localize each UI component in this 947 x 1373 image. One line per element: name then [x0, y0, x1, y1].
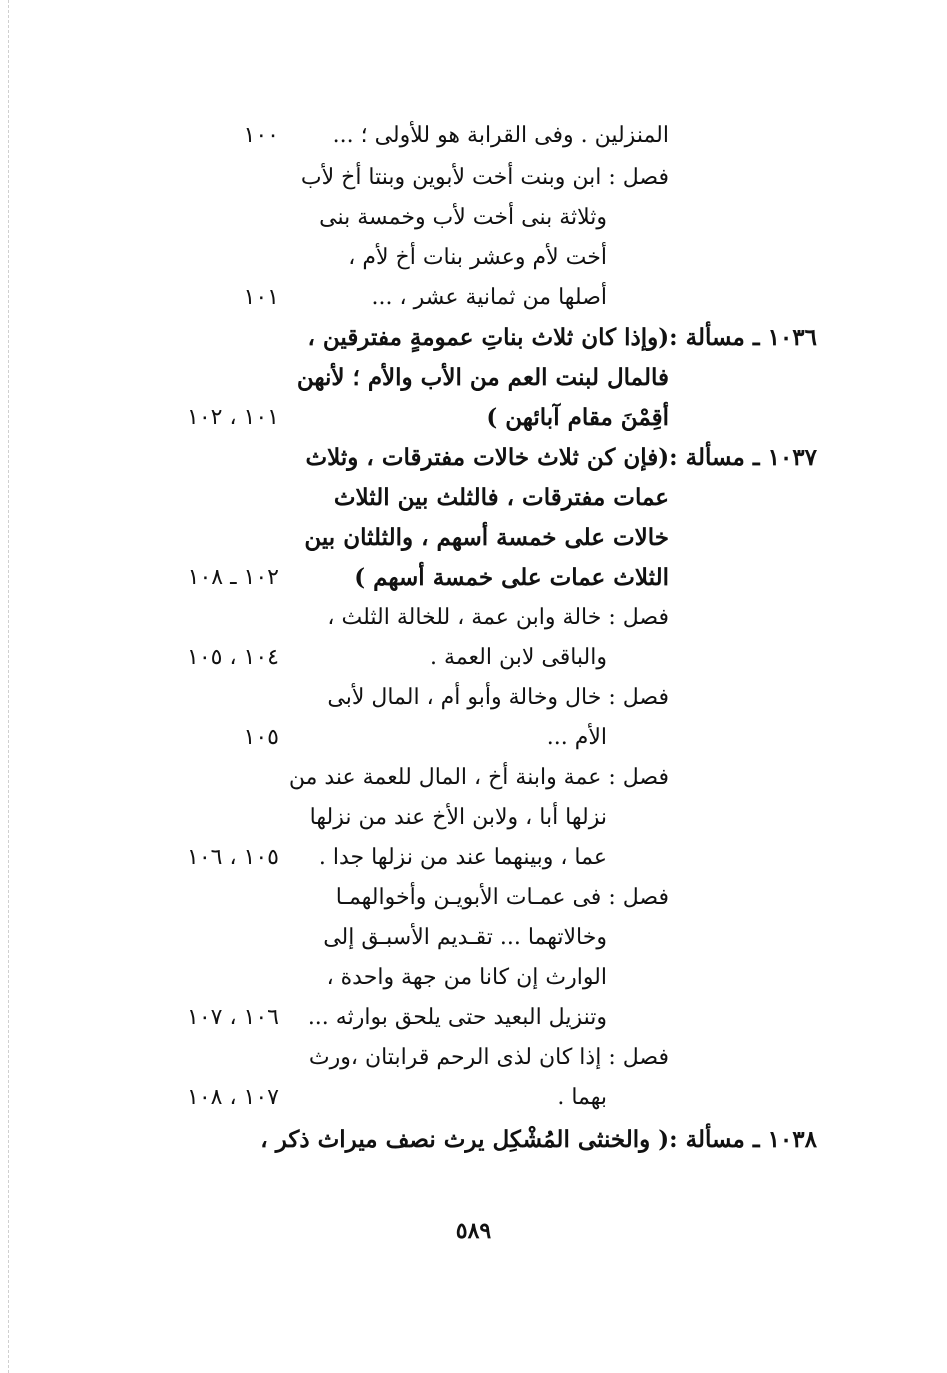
text-line: أخت لأم وعشر بنات أخ لأم ،: [348, 245, 607, 270]
text-line: المنزلين . وفى القرابة هو للأولى ؛ ...: [332, 123, 669, 148]
text-line: نزلها أبا ، ولابن الأخ عند من نزلها: [309, 805, 607, 830]
text-line: الثلاث عمات على خمسة أسهم ): [354, 564, 669, 591]
text-line: فصل : إذا كان لذى الرحم قرابتان ،ورث: [308, 1045, 669, 1070]
text-line: فالمال لبنت العم من الأب والأم ؛ لأنهن: [296, 364, 669, 391]
fasl-prefix: فصل :: [608, 885, 669, 910]
masala-label: ١٠٣٨ ـ مسألة :: [669, 1126, 817, 1153]
text-line: عمات مفترقات ، فالثلث بين الثلاث: [333, 484, 669, 511]
text-line: عما ، وبينهما عند من نزلها جدا .: [318, 845, 607, 870]
page-reference: ١٠٥: [243, 725, 279, 750]
masala-label: ١٠٣٧ ـ مسألة :: [669, 444, 817, 471]
text-line: أقِمْنَ مقام آبائهن ): [486, 404, 669, 431]
fasl-prefix: فصل :: [608, 165, 669, 190]
text-line: الوارث إن كانا من جهة واحدة ،: [326, 965, 607, 990]
text-line: والباقى لابن العمة .: [430, 645, 607, 670]
text-line: بهما .: [557, 1085, 607, 1110]
text-line: فصل : ابن وبنت أخت لأبوين وبنتا أخ لأب: [300, 165, 669, 190]
page-reference: ١٠١: [243, 285, 279, 310]
text-line: وتنزيل البعيد حتى يلحق بوارثه ...: [307, 1005, 607, 1030]
text-line: الأم ...: [546, 725, 607, 750]
page-number: ٥٨٩: [455, 1218, 492, 1244]
page-reference: ١٠٥ ، ١٠٦: [187, 845, 279, 870]
text-line: فصل : خالة وابن عمة ، للخالة الثلث ،: [327, 605, 669, 630]
fasl-prefix: فصل :: [608, 1045, 669, 1070]
page-reference: ١٠٢ ـ ١٠٨: [187, 565, 279, 590]
text-line: فصل : خال وخالة وأبو أم ، المال لأبى: [327, 685, 669, 710]
text-line: وخالاتهما ... تقـديم الأسبـق إلى: [323, 925, 607, 950]
masala-heading: ١٠٣٦ ـ مسألة :(وإذا كان ثلاث بناتِ عمومةٍ مفترقين ،: [307, 324, 817, 351]
text-line: فصل : فى عمـات الأبويـن وأخوالهمـا: [335, 885, 669, 910]
page-reference: ١٠٤ ، ١٠٥: [187, 645, 279, 670]
text-line: أصلها من ثمانية عشر ، ...: [371, 285, 607, 310]
text-line: وثلاثة بنى أخت لأب وخمسة بنى: [319, 205, 607, 230]
fasl-prefix: فصل :: [608, 685, 669, 710]
text-line: فصل : عمة وابنة أخ ، المال للعمة عند من: [288, 765, 669, 790]
page-reference: ١٠٦ ، ١٠٧: [187, 1005, 279, 1030]
page-reference: ١٠٠: [243, 123, 279, 148]
masala-heading: ١٠٣٨ ـ مسألة :( والخنثى المُشْكِل يرث نصف ميراث ذكر ،: [260, 1126, 817, 1153]
masala-label: ١٠٣٦ ـ مسألة :: [669, 324, 817, 351]
fasl-prefix: فصل :: [608, 765, 669, 790]
masala-heading: ١٠٣٧ ـ مسألة :(فإن كن ثلاث خالات مفترقات ، وثلاث: [305, 444, 817, 471]
text-line: خالات على خمسة أسهم ، والثلثان بين: [304, 524, 669, 551]
page-reference: ١٠٧ ، ١٠٨: [187, 1085, 279, 1110]
page-reference: ١٠١ ، ١٠٢: [187, 405, 279, 430]
fasl-prefix: فصل :: [608, 605, 669, 630]
